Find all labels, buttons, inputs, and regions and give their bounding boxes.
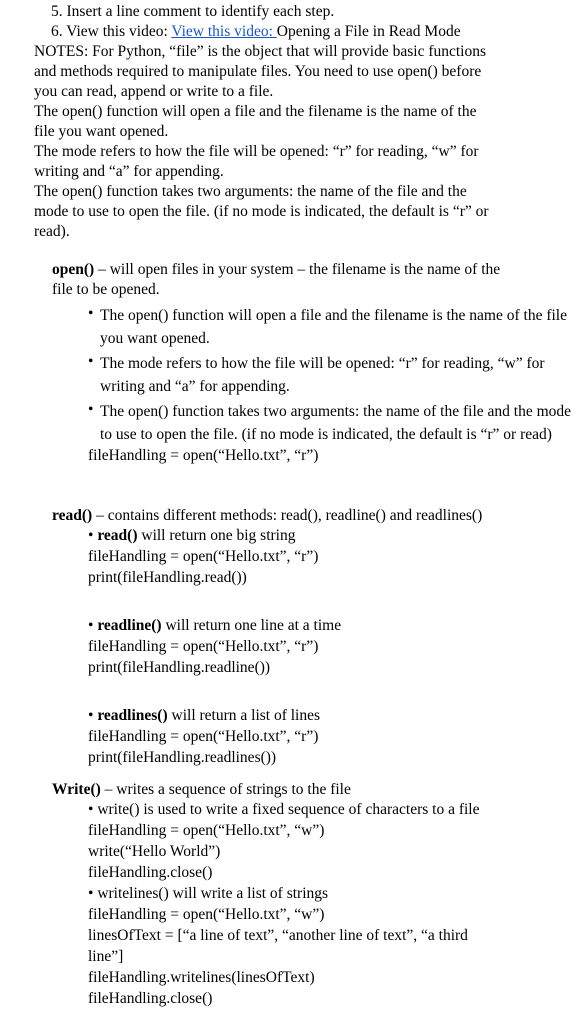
write-section: [52, 780, 572, 1009]
code-line: linesOfText = [“a line of text”, “another line of text”, “a third: [88, 927, 468, 944]
read-method: • read() will return one big string fileHandling = open(“Hello.txt”, “r”) print(fileHandling.read()): [52, 526, 572, 588]
read-intro: read() – contains different methods: read(), readline() and readlines(): [52, 507, 483, 524]
notes-line: The open() function takes two arguments: the name of the file and the: [34, 183, 467, 200]
read-section: [52, 506, 572, 768]
code-line: fileHandling.close(): [88, 990, 213, 1007]
readlines-method: • readlines() will return a list of lines fileHandling = open(“Hello.txt”, “r”) print(fileHandling.readlines()): [52, 706, 572, 768]
code-line: fileHandling = open(“Hello.txt”, “r”): [88, 728, 319, 745]
notes-line: and methods required to manipulate files. You need to use open() before: [34, 63, 482, 80]
step-6-title: Opening a File in Read Mode: [276, 23, 461, 40]
open-heading: open(): [52, 261, 95, 278]
code-line: print(fileHandling.readlines()): [88, 749, 277, 766]
code-line: print(fileHandling.readline()): [88, 659, 271, 676]
notes-line: The open() function will open a file and the filename is the name of the: [34, 103, 477, 120]
code-line: fileHandling = open(“Hello.txt”, “w”): [88, 906, 325, 923]
list-item: • write() is used to write a fixed sequence of characters to a file: [88, 801, 480, 818]
readline-method: • readline() will return one line at a time fileHandling = open(“Hello.txt”, “r”) print(fileHandling.readline()): [52, 616, 572, 678]
notes-line: read).: [34, 223, 70, 240]
list-item: • The open() function takes two arguments: the name of the file and the mode to use to open the file. (if no mode is indicated, the default is “r” or read): [88, 401, 572, 443]
code-line: write(“Hello World”): [88, 843, 221, 860]
write-heading: Write(): [52, 781, 101, 798]
notes-line: you can read, append or write to a file.: [34, 83, 274, 100]
code-line: fileHandling.close(): [88, 864, 213, 881]
notes-line: mode to use to open the file. (if no mode is indicated, the default is “r” or: [34, 203, 489, 220]
open-section: [52, 260, 572, 466]
list-item: • The open() function will open a file and the filename is the name of the file you want opened.: [88, 305, 567, 347]
list-item: • writelines() will write a list of strings: [88, 885, 329, 902]
code-line: fileHandling = open(“Hello.txt”, “r”): [88, 548, 319, 565]
code-line: fileHandling = open(“Hello.txt”, “r”): [88, 638, 319, 655]
notes-line: NOTES: For Python, “file” is the object that will provide basic functions: [34, 43, 487, 60]
code-line: fileHandling.writelines(linesOfText): [88, 969, 315, 986]
read-heading: read(): [52, 507, 93, 524]
open-intro-cont: file to be opened.: [52, 281, 160, 298]
code-line: line”]: [88, 948, 124, 965]
video-link[interactable]: View this video:: [171, 23, 277, 40]
open-intro: open() – will open files in your system – the filename is the name of the: [52, 261, 501, 278]
step-6-prefix: 6. View this video:: [51, 23, 172, 40]
code-line: fileHandling = open(“Hello.txt”, “r”): [88, 447, 319, 464]
write-intro: Write() – writes a sequence of strings to the file: [52, 781, 351, 798]
notes-line: The mode refers to how the file will be opened: “r” for reading, “w” for: [34, 143, 479, 160]
step-6: [34, 22, 574, 42]
notes-line: writing and “a” for appending.: [34, 163, 224, 180]
code-line: print(fileHandling.read()): [88, 569, 247, 586]
notes-line: file you want opened.: [34, 123, 169, 140]
code-line: fileHandling = open(“Hello.txt”, “w”): [88, 822, 325, 839]
step-5: 5. Insert a line comment to identify each step.: [51, 3, 335, 20]
steps-and-notes: [34, 2, 574, 242]
list-item: • The mode refers to how the file will be opened: “r” for reading, “w” for writing and “a” for appending.: [88, 353, 545, 395]
